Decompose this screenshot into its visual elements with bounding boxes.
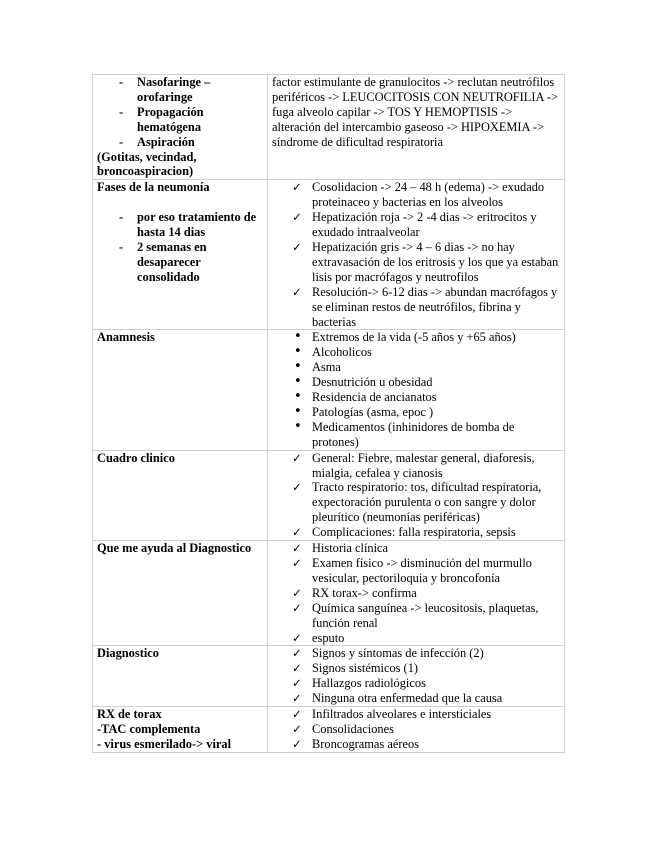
list-item: ✓ Consolidaciones <box>292 721 394 736</box>
checkmark-icon: ✓ <box>292 630 302 645</box>
bullet-icon: • <box>294 389 302 405</box>
list-item: ✓ Hallazgos radiológicos <box>292 676 426 691</box>
table-row-clinical <box>93 450 565 540</box>
list-item: ✓ Hepatización gris -> 4 – 6 dias -> no hay extravasación de los eritrosis y los que ya estaban lisis por macrófagos y neutrofilos <box>292 239 559 284</box>
row-label-cell <box>93 707 268 753</box>
row-content-cell <box>268 180 565 330</box>
route-list <box>97 75 264 150</box>
list-item: • Medicamentos (inhinidores de bomba de protones) <box>294 418 515 449</box>
row-note: -TAC complementa <box>97 721 201 736</box>
row-heading: Anamnesis <box>97 330 155 345</box>
bullet-icon: • <box>294 418 302 434</box>
row-heading: Que me ayuda al Diagnostico <box>97 541 252 556</box>
list-item: ✓ RX torax-> confirma <box>292 585 417 600</box>
checkmark-icon: ✓ <box>292 284 302 299</box>
checkmark-icon: ✓ <box>292 676 302 691</box>
bullet-icon: • <box>294 329 302 345</box>
list-item: ✓ Tracto respiratorio: tos, dificultad respiratoria, expectoración purulenta o con sangre y dolor pleurítico (neumonías periféricas) <box>292 480 542 525</box>
row-heading: RX de torax <box>97 707 162 722</box>
list-item: • Asma <box>294 359 341 375</box>
bullet-icon: • <box>294 359 302 375</box>
list-item: ✓ Complicaciones: falla respiratoria, sepsis <box>292 525 516 540</box>
row-content-cell <box>268 707 565 753</box>
list-item: • Extremos de la vida (-5 años y +65 años) <box>294 329 516 345</box>
list-item: • Desnutrición u obesidad <box>294 374 433 390</box>
row-content-cell <box>268 75 565 180</box>
list-item: • Alcoholicos <box>294 344 372 360</box>
list-item: ✓ Infiltrados alveolares e intersticiales <box>292 707 492 722</box>
list-item: • Patologías (asma, epoc ) <box>294 403 434 419</box>
checkmark-icon: ✓ <box>292 707 302 722</box>
list-item: ✓ Examen físico -> disminución del murmullo vesicular, pectoriloquia y broncofonía <box>292 556 533 585</box>
list-item: ✓ Química sanguínea -> leucositosis, plaquetas, función renal <box>292 600 539 630</box>
row-label-cell <box>93 330 268 450</box>
row-content-cell <box>268 450 565 540</box>
checkmark-icon: ✓ <box>292 661 302 676</box>
check-list <box>272 180 561 329</box>
row-label-cell <box>93 450 268 540</box>
row-heading: Fases de la neumonía <box>97 180 210 195</box>
list-item: - Aspiración <box>97 135 264 150</box>
route-note: (Gotitas, vecindad, broncoaspiracion) <box>97 149 197 179</box>
list-item: ✓ General: Fiebre, malestar general, diaforesis, mialgia, cefalea y cianosis <box>292 450 535 480</box>
checkmark-icon: ✓ <box>292 239 302 254</box>
list-item: ✓ Historia clínica <box>292 541 389 556</box>
checkmark-icon: ✓ <box>292 180 302 195</box>
list-item: - 2 semanas en desaparecer consolidado <box>97 240 264 285</box>
row-label-cell <box>93 75 268 180</box>
checkmark-icon: ✓ <box>292 210 302 225</box>
pathogenesis-text: factor estimulante de granulocitos -> reclutan neutrófilos periféricos -> LEUCOCITOSIS CON NEUTROFILIA -> fuga alveolo capilar -> TOS Y HEMOPTISIS -> alteración del intercambio gaseoso -> HIPOXEMIA -> síndrome de dificultad respiratoria <box>272 75 558 149</box>
row-heading: Cuadro clinico <box>97 450 175 465</box>
checkmark-icon: ✓ <box>292 646 302 661</box>
checkmark-icon: ✓ <box>292 721 302 736</box>
table-row-diagnosis <box>93 646 565 707</box>
phase-notes-list <box>97 210 264 285</box>
check-list <box>272 707 561 752</box>
bullet-list <box>272 330 561 449</box>
row-content-cell <box>268 541 565 646</box>
table-row-anamnesis <box>93 330 565 450</box>
table-row-diagnostic-aids <box>93 541 565 646</box>
row-heading: Diagnostico <box>97 646 159 661</box>
row-content-cell <box>268 646 565 707</box>
bullet-icon: • <box>294 403 302 419</box>
list-item: ✓ Resolución-> 6-12 dias -> abundan macrófagos y se eliminan restos de neutrófilos, fibrina y bacterias <box>292 284 558 329</box>
checkmark-icon: ✓ <box>292 541 302 556</box>
row-label-cell <box>93 646 268 707</box>
list-item: - Propagación hematógena <box>97 105 264 135</box>
row-label-cell <box>93 180 268 330</box>
list-item: ✓ Cosolidacion -> 24 – 48 h (edema) -> exudado proteinaceo y bacterias en los alveolos <box>292 180 545 210</box>
list-item: ✓ Hepatización roja -> 2 -4 dias -> eritrocitos y exudado intraalveolar <box>292 210 537 240</box>
checkmark-icon: ✓ <box>292 600 302 615</box>
list-item: ✓ Ninguna otra enfermedad que la causa <box>292 691 503 706</box>
table-row-pathogenesis <box>93 75 565 180</box>
checkmark-icon: ✓ <box>292 691 302 706</box>
check-list <box>272 646 561 706</box>
bullet-icon: • <box>294 344 302 360</box>
check-list <box>272 451 561 540</box>
list-item: - Nasofaringe – orofaringe <box>97 75 264 105</box>
row-label-cell <box>93 541 268 646</box>
checkmark-icon: ✓ <box>292 480 302 495</box>
list-item: • Residencia de ancianatos <box>294 389 437 405</box>
list-item: ✓ Broncogramas aéreos <box>292 736 419 751</box>
row-note: - virus esmerilado-> viral <box>97 736 232 751</box>
row-content-cell <box>268 330 565 450</box>
check-list <box>272 541 561 645</box>
table-row-phases <box>93 180 565 330</box>
checkmark-icon: ✓ <box>292 585 302 600</box>
bullet-icon: • <box>294 374 302 390</box>
list-item: ✓ Signos y síntomas de infección (2) <box>292 646 484 661</box>
checkmark-icon: ✓ <box>292 556 302 570</box>
checkmark-icon: ✓ <box>292 736 302 751</box>
checkmark-icon: ✓ <box>292 450 302 465</box>
list-item: - por eso tratamiento de hasta 14 dias <box>97 210 264 240</box>
list-item: ✓ esputo <box>292 630 345 645</box>
notes-table <box>92 74 565 753</box>
table-row-xray <box>93 707 565 753</box>
checkmark-icon: ✓ <box>292 525 302 540</box>
list-item: ✓ Signos sistémicos (1) <box>292 661 419 676</box>
